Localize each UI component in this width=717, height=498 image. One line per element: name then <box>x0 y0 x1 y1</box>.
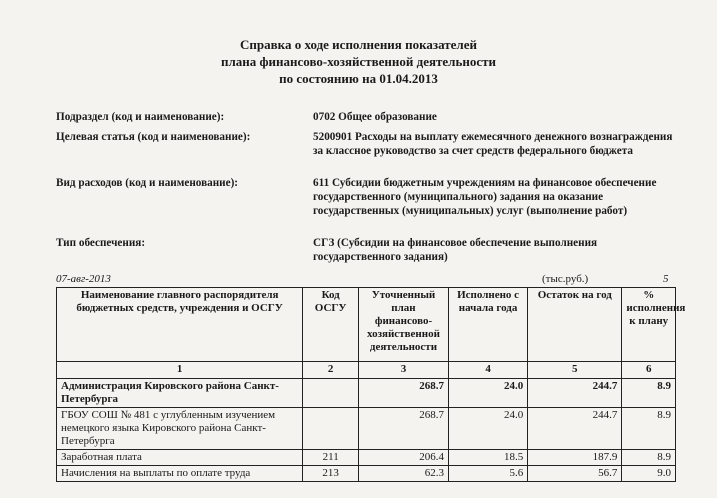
meta-label: Подраздел (код и наименование): <box>56 111 225 123</box>
row-code: 213 <box>303 466 359 482</box>
meta-value: 611 Субсидии бюджетным учреждениям на финансовое обеспечение государственного (муниципального) задания на оказание государственных (муниципальных) услуг (выполнение работ) <box>313 177 657 218</box>
row-rest: 187.9 <box>528 450 622 466</box>
meta-value: 0702 Общее образование <box>313 111 437 123</box>
execution-table <box>56 287 686 482</box>
meta-label: Целевая статья (код и наименование): <box>56 131 251 143</box>
header-done: Исполнено с начала года <box>448 288 527 362</box>
header-plan: Уточненный план финансово-хозяйственной деятельности <box>359 288 449 362</box>
row-name: Начисления на выплаты по оплате труда <box>57 466 303 482</box>
document-title <box>0 36 717 87</box>
row-code: 211 <box>303 450 359 466</box>
page-number: 5 <box>663 273 669 285</box>
row-rest: 244.7 <box>528 379 622 408</box>
row-done: 24.0 <box>448 379 527 408</box>
row-pct: 9.0 <box>622 466 676 482</box>
header-name: Наименование главного распорядителя бюджетных средств, учреждения и ОСГУ <box>57 288 303 362</box>
header-pct: % исполнения к плану <box>622 288 676 362</box>
header-rest: Остаток на год <box>528 288 622 362</box>
title-line-1: Справка о ходе исполнения показателей <box>240 37 477 52</box>
meta-label: Тип обеспечения: <box>56 237 146 249</box>
table-row <box>57 466 676 482</box>
row-done: 18.5 <box>448 450 527 466</box>
row-name: Заработная плата <box>57 450 303 466</box>
column-number: 2 <box>303 362 359 379</box>
row-plan: 268.7 <box>359 408 449 450</box>
meta-value: 5200901 Расходы на выплату ежемесячного денежного вознаграждения за классное руководство за счет средств федерального бюджета <box>313 131 673 158</box>
row-plan: 268.7 <box>359 379 449 408</box>
row-done: 24.0 <box>448 408 527 450</box>
row-rest: 244.7 <box>528 408 622 450</box>
column-number: 4 <box>448 362 527 379</box>
title-line-2: плана финансово-хозяйственной деятельности <box>221 54 496 69</box>
row-name: Администрация Кировского района Санкт-Петербурга <box>57 379 303 408</box>
table-header-row <box>57 288 676 362</box>
meta-value: СГЗ (Субсидии на финансовое обеспечение выполнения государственного задания) <box>313 237 598 264</box>
row-name: ГБОУ СОШ № 481 с углубленным изучением немецкого языка Кировского района Санкт-Петербурга <box>57 408 303 450</box>
table-row <box>57 450 676 466</box>
row-done: 5.6 <box>448 466 527 482</box>
units-label: (тыс.руб.) <box>542 273 589 285</box>
column-number: 6 <box>622 362 676 379</box>
row-pct: 8.9 <box>622 450 676 466</box>
meta-label: Вид расходов (код и наименование): <box>56 177 239 189</box>
row-pct: 8.9 <box>622 408 676 450</box>
row-plan: 62.3 <box>359 466 449 482</box>
table-row <box>57 379 676 408</box>
row-code <box>303 408 359 450</box>
column-number: 1 <box>57 362 303 379</box>
row-rest: 56.7 <box>528 466 622 482</box>
table-row <box>57 408 676 450</box>
row-plan: 206.4 <box>359 450 449 466</box>
header-code: Код ОСГУ <box>303 288 359 362</box>
column-number: 3 <box>359 362 449 379</box>
column-number-row <box>57 362 676 379</box>
row-pct: 8.9 <box>622 379 676 408</box>
title-line-3: по состоянию на 01.04.2013 <box>279 71 438 86</box>
row-code <box>303 379 359 408</box>
print-date: 07-авг-2013 <box>56 273 111 285</box>
column-number: 5 <box>528 362 622 379</box>
